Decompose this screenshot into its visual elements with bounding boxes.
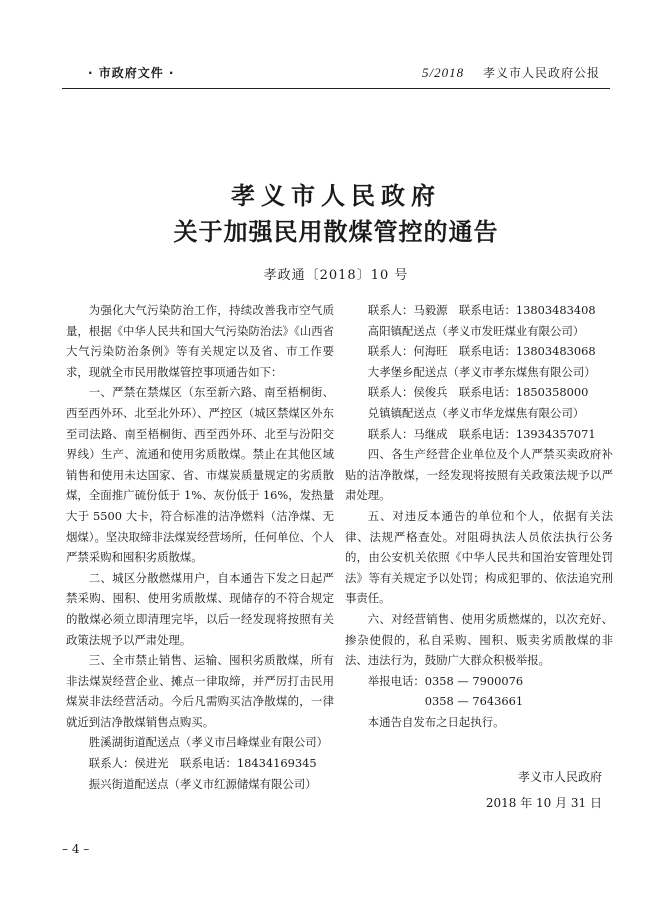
paragraph: 联系人：何海旺 联系电话：13803483068 <box>367 344 596 359</box>
paragraph: 六、对经营销售、使用劣质燃煤的，以次充好、掺杂使假的，私自采购、囤积、贩卖劣质散煤的非法、违法行为，鼓励广大群众积极举报。 <box>345 611 613 668</box>
document-number: 孝政通〔2018〕10 号 <box>263 268 409 283</box>
publication-name: 孝义市人民政府公报 <box>482 66 600 80</box>
issue-date: 2018 年 10 月 31 日 <box>485 796 602 810</box>
paragraph: 联系人：马继成 联系电话：13934357071 <box>367 426 596 441</box>
paragraph: 振兴街道配送点（孝义市红源储煤有限公司） <box>88 776 317 791</box>
right-column <box>345 300 613 732</box>
document-title-line1: 孝义市人民政府 <box>231 181 441 210</box>
issue-number: 5/2018 <box>422 65 465 80</box>
paragraph: 本通告自发布之日起执行。 <box>367 714 505 729</box>
paragraph: 大孝堡乡配送点（孝义市孝东煤焦有限公司） <box>367 364 596 379</box>
section-label: · 市政府文件 · <box>88 66 175 80</box>
paragraph: 联系人：马毅源 联系电话：13803483408 <box>367 303 596 317</box>
header-divider <box>62 88 610 89</box>
page-number: – 4 – <box>62 842 90 856</box>
paragraph: 0358 — 7643661 <box>367 694 524 709</box>
issuer-signature: 孝义市人民政府 <box>517 770 602 784</box>
paragraph: 三、全市禁止销售、运输、囤积劣质散煤，所有非法煤炭经营企业、摊点一律取缔，并严厉打击民用煤炭非法经营活动。今后凡需购买洁净散煤的，一律就近到洁净散煤销售点购买。 <box>66 653 334 729</box>
paragraph: 联系人：侯进光 联系电话：18434169345 <box>88 756 317 771</box>
paragraph: 兑镇镇配送点（孝义市华龙煤焦有限公司） <box>367 405 585 420</box>
paragraph: 胜溪湖街道配送点（孝义市吕峰煤业有限公司） <box>88 735 329 750</box>
paragraph: 一、严禁在禁煤区（东至新六路、南至梧桐街、西至西外环、北至北外环）、严控区（城区禁煤区外东至司法路、南至梧桐街、西至西外环、北至与汾阳交界线）生产、流通和使用劣质散煤。禁止在其他区域销售和使用未达国家、省、市煤炭质量规定的劣质散煤，全面推广硫份低于 1%、灰份低于 16%，发热量大于 5500 大卡，符合标准的洁净燃料（洁净煤、无烟煤）。坚决取缔非法煤炭经营场所，任何单位、个人严禁采购和囤积劣质散煤。 <box>66 385 334 565</box>
paragraph: 四、各生产经营企业单位及个人严禁买卖政府补贴的洁净散煤，一经发现将按照有关政策法规予以严肃处理。 <box>345 447 613 503</box>
paragraph: 为强化大气污染防治工作，持续改善我市空气质量，根据《中华人民共和国大气污染防治法》《山西省大气污染防治条例》等有关规定以及省、市工作要求，现就全市民用散煤管控事项通告如下： <box>66 303 334 379</box>
paragraph: 五、对违反本通告的单位和个人，依据有关法律、法规严格查处。对阻碍执法人员依法执行公务的，由公安机关依照《中华人民共和国治安管理处罚法》等有关规定予以处罚；构成犯罪的、依法追究刑事责任。 <box>345 508 613 606</box>
paragraph: 高阳镇配送点（孝义市发旺煤业有限公司） <box>367 323 585 338</box>
paragraph: 举报电话：0358 — 7900076 <box>367 673 524 688</box>
paragraph: 二、城区分散燃煤用户，自本通告下发之日起严禁采购、囤积、使用劣质散煤、现储存的不符合规定的散煤必须立即清理完毕，以后一经发现将按照有关政策法规予以严肃处理。 <box>66 570 334 647</box>
left-column <box>66 300 334 794</box>
publication-header <box>422 64 600 81</box>
paragraph: 联系人：侯俊兵 联系电话：1850358000 <box>367 385 589 400</box>
document-title-line2: 关于加强民用散煤管控的通告 <box>173 217 499 246</box>
